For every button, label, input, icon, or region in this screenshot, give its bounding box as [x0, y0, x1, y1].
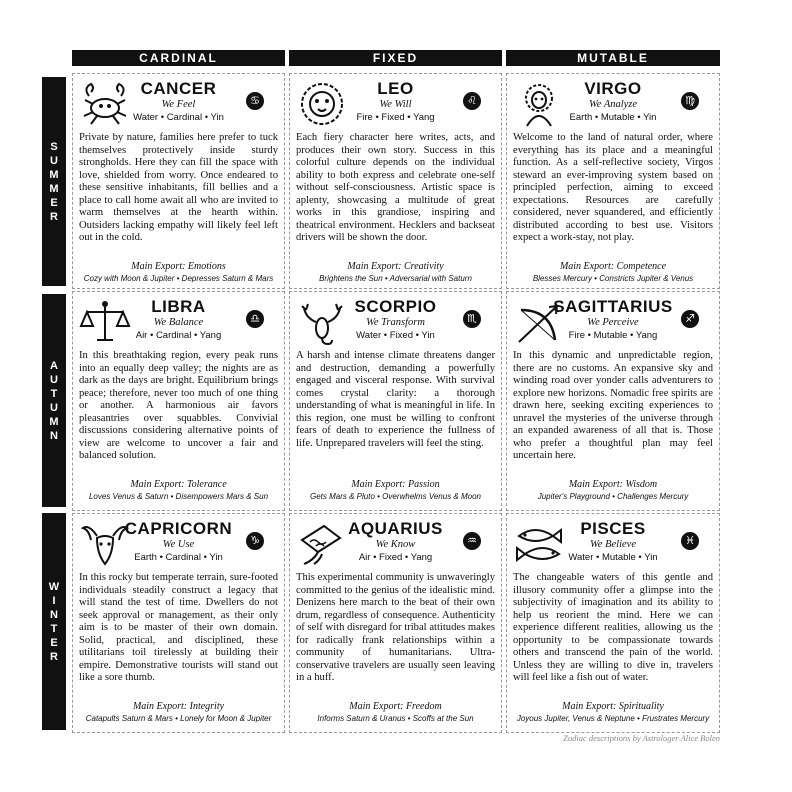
main-export: Main Export: Competence: [559, 261, 667, 272]
season-letter: I: [52, 594, 56, 607]
sign-attributes: Air • Cardinal • Yang: [135, 330, 222, 341]
season-letter: N: [50, 608, 58, 621]
sign-card-aquarius: [289, 513, 502, 733]
season-letter: U: [50, 401, 58, 414]
sign-card-leo: [289, 73, 502, 289]
main-export: Main Export: Passion: [351, 479, 440, 490]
season-letter: E: [50, 636, 58, 649]
sign-card-capricorn: [72, 513, 285, 733]
sign-name: PISCES: [580, 519, 646, 538]
sign-card-libra: [72, 291, 285, 511]
planet-relations: Loves Venus & Saturn • Disempowers Mars & Sun: [88, 492, 269, 501]
sign-card-cancer: [72, 73, 285, 289]
sign-card-scorpio: [289, 291, 502, 511]
scorpio-glyph-icon: ♏: [463, 310, 481, 328]
sign-attributes: Earth • Mutable • Yin: [569, 112, 657, 123]
column-header-cardinal: CARDINAL: [72, 50, 285, 66]
season-letter: T: [50, 387, 58, 400]
planet-relations: Jupiter's Playground • Challenges Mercury: [537, 492, 689, 501]
cancer-glyph-icon: ♋: [246, 92, 264, 110]
planet-relations: Gets Mars & Pluto • Overwhelms Venus & Moon: [309, 492, 481, 501]
main-export: Main Export: Tolerance: [130, 479, 227, 490]
sign-name: LEO: [377, 79, 414, 98]
main-export: Main Export: Freedom: [349, 701, 442, 712]
planet-relations: Cozy with Moon & Jupiter • Depresses Saturn & Mars: [83, 274, 274, 283]
sign-attributes: Fire • Fixed • Yang: [356, 112, 435, 123]
sagittarius-glyph-icon: ♐: [681, 310, 699, 328]
season-bar-summer: [42, 77, 66, 286]
season-letter: A: [50, 359, 58, 372]
sign-motto: We Use: [162, 539, 195, 550]
sign-motto: We Believe: [590, 539, 636, 550]
sign-motto: We Transform: [366, 317, 425, 328]
sign-attributes: Water • Cardinal • Yin: [133, 112, 224, 123]
column-header-fixed: FIXED: [289, 50, 502, 66]
credit-line: Zodiac descriptions by Astrologer Alice Bolen: [563, 733, 720, 743]
sign-name: CAPRICORN: [124, 519, 233, 538]
planet-relations: Brightens the Sun • Adversarial with Saturn: [319, 274, 472, 283]
season-letter: N: [50, 429, 58, 442]
sign-description: In this dynamic and unpredictable region, there are no customs. An expansive sky and winding road over yonder calls adventurers to explore new horizons. Nomadic free spirits are drawn here, seeking exciting experiences to unravel the mysteries of the universe through an expanded awareness of all that is. Those who prefer a thoughtful plan may feel uncertain here.: [513, 350, 713, 461]
season-letter: M: [49, 415, 59, 428]
sign-name: VIRGO: [584, 79, 642, 98]
sign-attributes: Water • Fixed • Yin: [356, 330, 435, 341]
sign-motto: We Feel: [161, 99, 196, 110]
planet-relations: Catapults Saturn & Mars • Lonely for Moon & Jupiter: [85, 714, 272, 723]
libra-glyph-icon: ♎: [246, 310, 264, 328]
sign-card-virgo: [506, 73, 720, 289]
planet-relations: Blesses Mercury • Constricts Jupiter & Venus: [532, 274, 694, 283]
planet-relations: Joyous Jupiter, Venus & Neptune • Frustrates Mercury: [516, 714, 710, 723]
capricorn-glyph-icon: ♑: [246, 532, 264, 550]
main-export: Main Export: Spirituality: [562, 701, 664, 712]
sign-motto: We Know: [375, 539, 416, 550]
pisces-glyph-icon: ♓: [681, 532, 699, 550]
sign-card-pisces: [506, 513, 720, 733]
season-letter: S: [50, 140, 58, 153]
sign-description: Private by nature, families here prefer to tuck themselves protectively inside sturdy strongholds. Here they can fill the space with love, shielded from worry. Once endeared to these sensitive inhabitants, fill bellies and a place to call home await all who are invited to warm themselves at the hearth within. Outsiders lacking empathy will likely feel left out in the cold.: [79, 132, 278, 243]
season-letter: M: [49, 182, 59, 195]
sign-attributes: Water • Mutable • Yin: [568, 552, 658, 563]
main-export: Main Export: Emotions: [131, 261, 226, 272]
season-letter: R: [50, 210, 58, 223]
sign-description: In this breathtaking region, every peak runs into an equally deep valley; the nights are as dark as the days are bright. Equilibrium brings peace; therefore, never too much of one thing or another. A harmonious air favors pleasantries over squabbles. Convivial discussions considering alternative points of view are welcome to uncover a fair and balanced solution.: [79, 350, 278, 461]
sign-name: CANCER: [140, 79, 217, 98]
column-header-mutable: MUTABLE: [506, 50, 720, 66]
main-export: Main Export: Creativity: [347, 261, 444, 272]
season-letter: M: [49, 168, 59, 181]
season-bar-winter: [42, 513, 66, 730]
season-bar-autumn: [42, 294, 66, 507]
season-letter: T: [50, 622, 58, 635]
sign-name: AQUARIUS: [348, 519, 443, 538]
sign-description: A harsh and intense climate threatens danger and destruction, demanding a powerfully engaged and visceral response. With survival comes crystal clarity: a thorough understanding of what is meaningful in life. In this region, one must be willing to confront fears of death to experience the fullness of life. Unprepared travelers will feel the sting.: [296, 350, 495, 449]
season-letter: E: [50, 196, 58, 209]
sign-motto: We Balance: [153, 317, 204, 328]
sign-description: Welcome to the land of natural order, where everything has its place and a meaningful function. As a self-reflective society, Virgos steward an ever-improving system based on principled perfection, aiming to exceed expectations. Resources are carefully considered, never squandered, and efficiently distributed according to best use. Visitors expect a work-stay, not play.: [513, 132, 713, 243]
sign-attributes: Air • Fixed • Yang: [358, 552, 433, 563]
sign-description: The changeable waters of this gentle and illusory community offer a glimpse into the subjectivity of imagination and its ability to help us reorient the mind. Here we can experience different realities, allowing us the opportunity to be compassionate towards others and transcend the pain of the world. Unless they are willing to dive in, travelers will feel like a fish out of water.: [513, 572, 713, 683]
season-letter: R: [50, 650, 58, 663]
sign-description: Each fiery character here writes, acts, and produces their own story. Success in this colorful culture depends on the individual ability to both express and celebrate one-self without self-consciousness. Artistic space is aplenty, showcasing a multitude of great works in this grandiose, inspiring and theatrical environment. Hecklers and backseat drivers will be shown the door.: [296, 132, 495, 243]
sign-attributes: Earth • Cardinal • Yin: [134, 552, 223, 563]
season-letter: U: [50, 154, 58, 167]
main-export: Main Export: Wisdom: [568, 479, 658, 490]
aquarius-glyph-icon: ♒: [463, 532, 481, 550]
sign-motto: We Perceive: [587, 317, 639, 328]
season-letter: U: [50, 373, 58, 386]
main-export: Main Export: Integrity: [132, 701, 225, 712]
season-letter: W: [48, 580, 60, 593]
sign-card-sagittarius: [506, 291, 720, 511]
sign-attributes: Fire • Mutable • Yang: [568, 330, 658, 341]
sign-name: SCORPIO: [354, 297, 437, 316]
sign-description: In this rocky but temperate terrain, sure-footed individuals steadily construct a legacy that will stand the test of time. Dwellers do not seek approval or management, as their only aim is to be master of their own domain. Solid, practical, and disciplined, these utilitarians toil tirelessly at building their empire. Demonstrative tourists will stand out like a sore thumb.: [79, 572, 278, 683]
sign-motto: We Analyze: [588, 99, 638, 110]
sign-name: SAGITTARIUS: [553, 297, 673, 316]
leo-glyph-icon: ♌: [463, 92, 481, 110]
sign-motto: We Will: [379, 99, 412, 110]
planet-relations: Informs Saturn & Uranus • Scoffs at the Sun: [317, 714, 474, 723]
sign-description: This experimental community is unwaveringly committed to the genius of the idealistic mind. Denizens here march to the beat of their own drum, regardless of consequence. Authenticity of self with disregard for tribal attitudes makes for radically frank relationships within a community of humanitarians. Ultra-conservative travelers are usually seen leaving in a huff.: [296, 572, 495, 683]
sign-name: LIBRA: [151, 297, 206, 316]
virgo-glyph-icon: ♍: [681, 92, 699, 110]
